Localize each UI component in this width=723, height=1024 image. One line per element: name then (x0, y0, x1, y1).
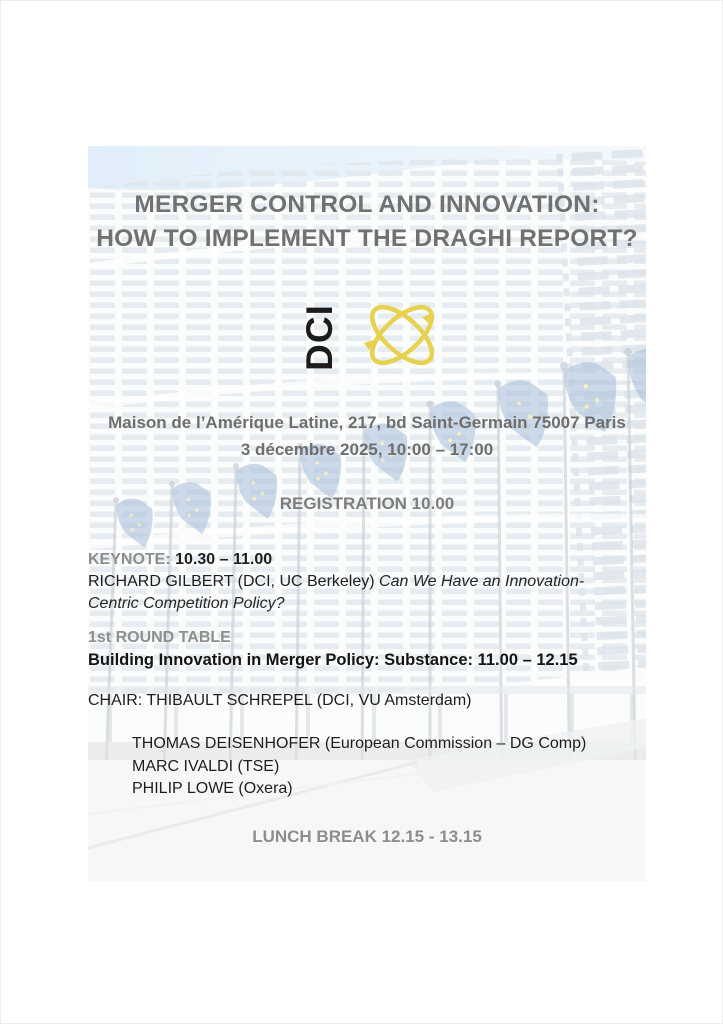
venue-date (88, 409, 646, 463)
dci-logo-text: DCI (298, 303, 340, 371)
event-title (88, 188, 646, 256)
keynote-label: KEYNOTE: (88, 551, 171, 568)
keynote-talk-title: Can We Have an Innovation-Centric Competition Policy? (88, 573, 585, 612)
keynote-header (88, 549, 610, 571)
keynote-time: 10.30 – 11.00 (175, 551, 273, 568)
keynote-speaker: RICHARD GILBERT (DCI, UC Berkeley) (88, 573, 375, 590)
speaker-item: THOMAS DEISENHOFER (European Commission – DG Comp) (132, 735, 587, 752)
keynote-section (88, 549, 610, 615)
event-title-line1: MERGER CONTROL AND INNOVATION: (134, 191, 600, 218)
registration-line: REGISTRATION 10.00 (279, 494, 455, 513)
round-table-1-title: Building Innovation in Merger Policy: Substance: 11.00 – 12.15 (88, 651, 578, 669)
atom-swirl-icon (356, 291, 448, 384)
round-table-1-chair: CHAIR: THIBAULT SCHREPEL (DCI, VU Amsterdam) (88, 692, 472, 709)
round-table-1-section (88, 627, 646, 671)
keynote-speaker-line (88, 571, 610, 615)
round-table-1-speakers (132, 733, 652, 801)
event-title-line2: HOW TO IMPLEMENT THE DRAGHI REPORT? (96, 225, 638, 252)
lunch-break-line: LUNCH BREAK 12.15 - 13.15 (252, 827, 482, 846)
venue-line: Maison de l’Amérique Latine, 217, bd Saint-Germain 75007 Paris (108, 413, 626, 432)
date-line: 3 décembre 2025, 10:00 – 17:00 (240, 440, 494, 459)
round-table-1-label: 1st ROUND TABLE (88, 629, 231, 646)
dci-logo (88, 289, 646, 385)
speaker-item: MARC IVALDI (TSE) (132, 757, 280, 775)
speaker-item: PHILIP LOWE (Oxera) (132, 780, 293, 797)
